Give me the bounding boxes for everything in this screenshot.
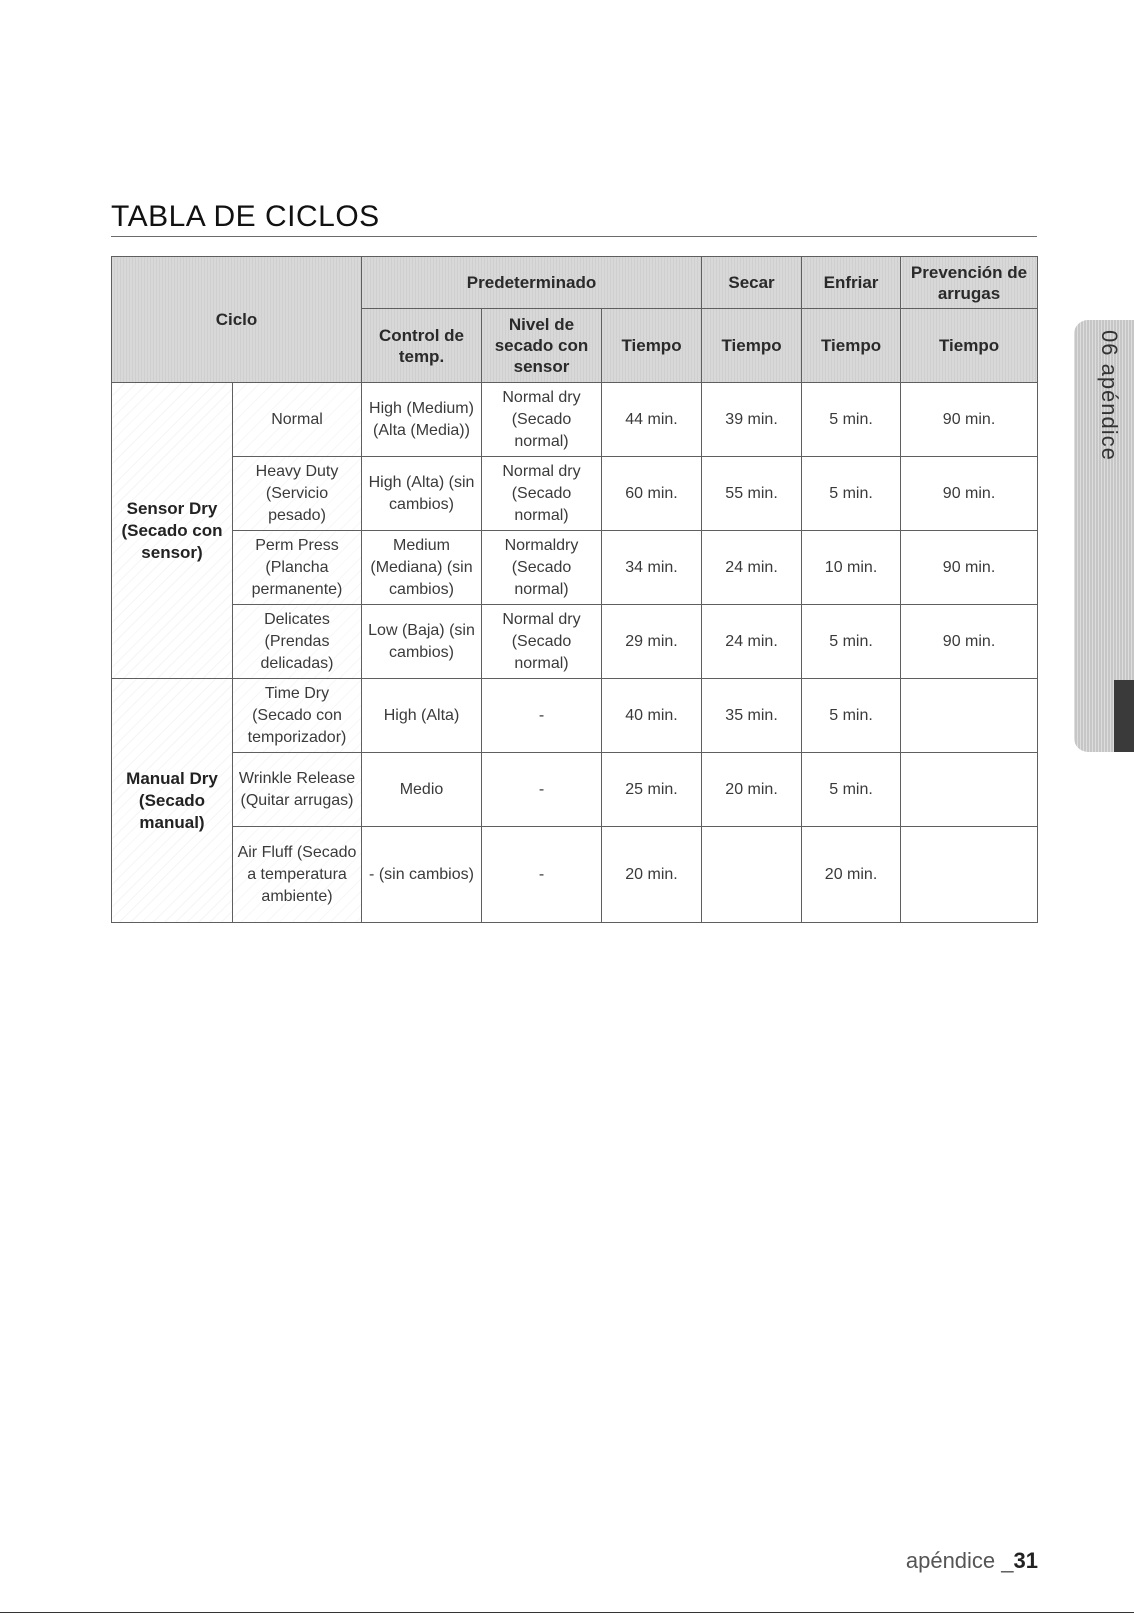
page-footer (906, 1548, 1038, 1574)
cool-time-cell: 5 min. (802, 383, 901, 457)
cool-time-cell: 10 min. (802, 531, 901, 605)
temp-cell: High (Medium) (Alta (Media)) (362, 383, 482, 457)
time-cell: 25 min. (602, 753, 702, 827)
table-row (112, 531, 1038, 605)
cycle-name: Delicates (Prendas delicadas) (233, 605, 362, 679)
header-tiempo-1: Tiempo (602, 309, 702, 383)
time-cell: 40 min. (602, 679, 702, 753)
time-cell: 34 min. (602, 531, 702, 605)
header-nivel-secado: Nivel de secado con sensor (482, 309, 602, 383)
bottom-divider (0, 1612, 1134, 1613)
cycle-name: Heavy Duty (Servicio pesado) (233, 457, 362, 531)
header-tiempo-2: Tiempo (702, 309, 802, 383)
header-control-temp: Control de temp. (362, 309, 482, 383)
time-cell: 20 min. (602, 827, 702, 923)
temp-cell: Medium (Mediana) (sin cambios) (362, 531, 482, 605)
wrinkle-time-cell (901, 827, 1038, 923)
table-row (112, 679, 1038, 753)
header-ciclo: Ciclo (112, 257, 362, 383)
group-label: Manual Dry (Secado manual) (112, 679, 233, 923)
temp-cell: High (Alta) (362, 679, 482, 753)
header-enfriar: Enfriar (802, 257, 901, 309)
page-number: 31 (1013, 1548, 1038, 1573)
time-cell: 44 min. (602, 383, 702, 457)
cycle-name: Perm Press (Plancha permanente) (233, 531, 362, 605)
cool-time-cell: 5 min. (802, 679, 901, 753)
section-tab-marker (1114, 680, 1134, 752)
footer-label: apéndice _ (905, 1548, 1014, 1573)
table-row (112, 605, 1038, 679)
table-row (112, 753, 1038, 827)
dry-time-cell: 24 min. (702, 531, 802, 605)
wrinkle-time-cell (901, 753, 1038, 827)
level-cell: Normal dry (Secado normal) (482, 383, 602, 457)
dry-time-cell: 20 min. (702, 753, 802, 827)
cool-time-cell: 20 min. (802, 827, 901, 923)
level-cell: Normal dry (Secado normal) (482, 605, 602, 679)
cycle-name: Wrinkle Release (Quitar arrugas) (233, 753, 362, 827)
level-cell: - (482, 827, 602, 923)
dry-time-cell (702, 827, 802, 923)
cool-time-cell: 5 min. (802, 605, 901, 679)
table-row (112, 457, 1038, 531)
dry-time-cell: 24 min. (702, 605, 802, 679)
page-title: TABLA DE CICLOS (111, 200, 380, 233)
dry-time-cell: 39 min. (702, 383, 802, 457)
header-secar: Secar (702, 257, 802, 309)
header-tiempo-4: Tiempo (901, 309, 1038, 383)
level-cell: Normal dry (Secado normal) (482, 457, 602, 531)
wrinkle-time-cell (901, 679, 1038, 753)
cycle-name: Air Fluff (Secado a temperatura ambiente) (233, 827, 362, 923)
cycle-name: Normal (233, 383, 362, 457)
wrinkle-time-cell: 90 min. (901, 531, 1038, 605)
cycle-name: Time Dry (Secado con temporizador) (233, 679, 362, 753)
group-label: Sensor Dry (Secado con sensor) (112, 383, 233, 679)
temp-cell: - (sin cambios) (362, 827, 482, 923)
time-cell: 60 min. (602, 457, 702, 531)
table-row (112, 827, 1038, 923)
wrinkle-time-cell: 90 min. (901, 383, 1038, 457)
temp-cell: High (Alta) (sin cambios) (362, 457, 482, 531)
table-row (112, 383, 1038, 457)
temp-cell: Low (Baja) (sin cambios) (362, 605, 482, 679)
header-predeterminado: Predeterminado (362, 257, 702, 309)
time-cell: 29 min. (602, 605, 702, 679)
dry-time-cell: 55 min. (702, 457, 802, 531)
dry-time-cell: 35 min. (702, 679, 802, 753)
cycle-table (111, 256, 1038, 923)
section-tab-label: 06 apéndice (1097, 330, 1122, 461)
temp-cell: Medio (362, 753, 482, 827)
level-cell: - (482, 753, 602, 827)
wrinkle-time-cell: 90 min. (901, 605, 1038, 679)
title-divider (111, 236, 1037, 237)
cool-time-cell: 5 min. (802, 457, 901, 531)
wrinkle-time-cell: 90 min. (901, 457, 1038, 531)
level-cell: Normaldry (Secado normal) (482, 531, 602, 605)
level-cell: - (482, 679, 602, 753)
header-prevencion: Prevención de arrugas (901, 257, 1038, 309)
cool-time-cell: 5 min. (802, 753, 901, 827)
header-tiempo-3: Tiempo (802, 309, 901, 383)
